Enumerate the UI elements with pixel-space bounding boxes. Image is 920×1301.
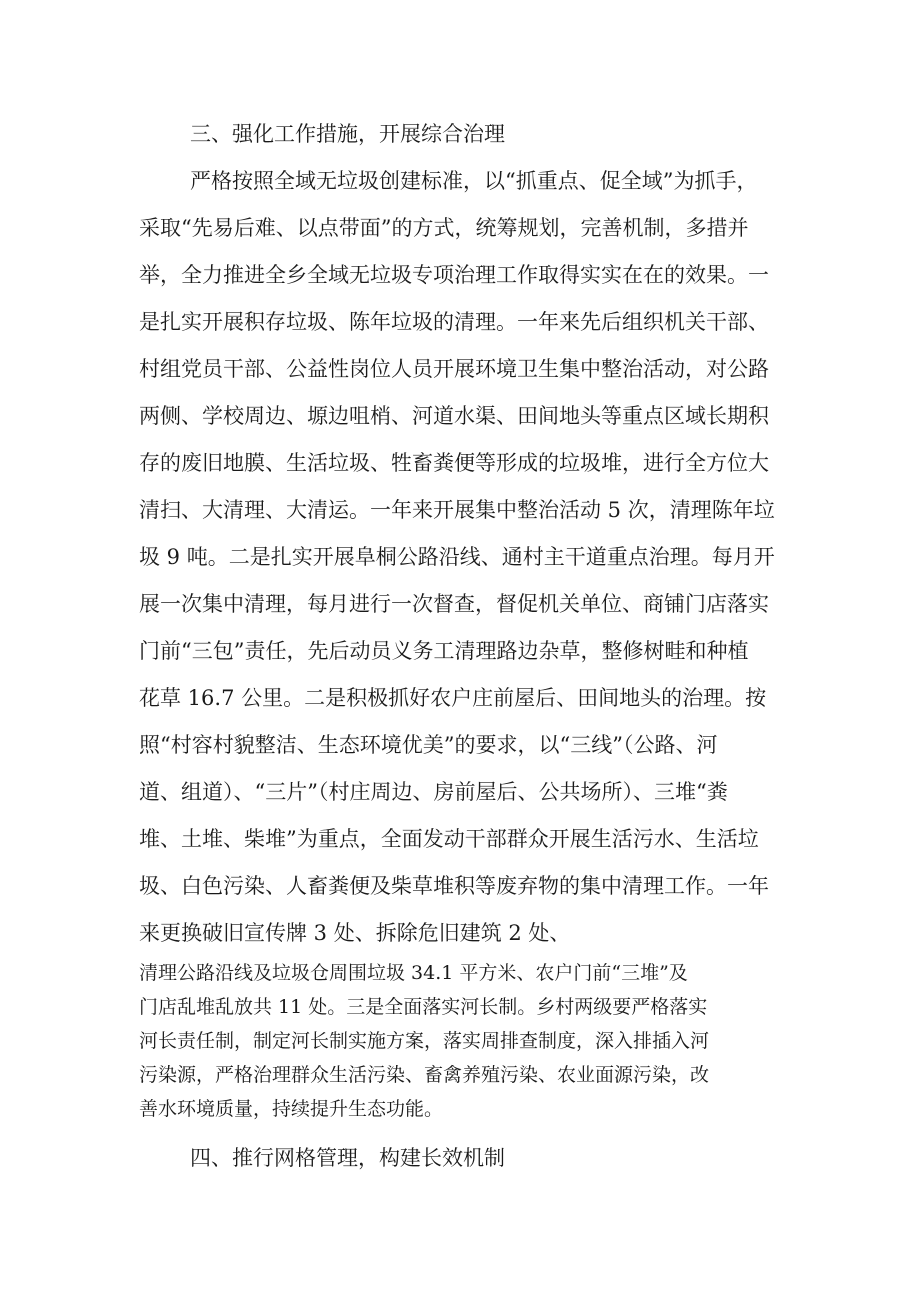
paragraph-line: 村组党员干部、公益性岗位人员开展环境卫生集中整治活动，对公路	[139, 357, 769, 381]
paragraph-line: 清扫、大清理、大清运。一年来开展集中整治活动 5 次，清理陈年垃	[139, 498, 775, 522]
paragraph-line: 严格按照全域无垃圾创建标准，以“抓重点、促全域”为抓手，	[190, 169, 758, 193]
section-heading-four: 四、推行网格管理，构建长效机制	[190, 1146, 505, 1170]
paragraph-line: 圾、白色污染、人畜粪便及柴草堆积等废弃物的集中清理工作。一年	[139, 874, 769, 898]
paragraph-line: 花草 16.7 公里。二是积极抓好农户庄前屋后、田间地头的治理。按	[139, 686, 767, 710]
paragraph-line: 门前“三包”责任，先后动员义务工清理路边杂草，整修树畦和种植	[139, 639, 749, 663]
paragraph-line: 门店乱堆乱放共 11 处。三是全面落实河长制。乡村两级要严格落实	[139, 996, 708, 1018]
paragraph-line: 圾 9 吨。二是扎实开展阜桐公路沿线、通村主干道重点治理。每月开	[139, 545, 775, 569]
paragraph-line: 清理公路沿线及垃圾仓周围垃圾 34.1 平方米、农户门前“三堆”及	[139, 962, 688, 984]
paragraph-line: 两侧、学校周边、塬边咀梢、河道水渠、田间地头等重点区域长期积	[139, 404, 769, 428]
paragraph-line: 展一次集中清理，每月进行一次督查，督促机关单位、商铺门店落实	[139, 592, 769, 616]
paragraph-line: 是扎实开展积存垃圾、陈年垃圾的清理。一年来先后组织机关干部、	[139, 310, 769, 334]
paragraph-line: 来更换破旧宣传牌 3 处、拆除危旧建筑 2 处、	[139, 921, 571, 945]
paragraph-line: 河长责任制，制定河长制实施方案，落实周排查制度，深入排插入河	[139, 1030, 710, 1052]
paragraph-line: 道、组道）、“三片”（村庄周边、房前屋后、公共场所）、三堆“粪	[139, 780, 728, 804]
paragraph-line: 举，全力推进全乡全域无垃圾专项治理工作取得实实在在的效果。一	[139, 263, 769, 287]
paragraph-line: 堆、土堆、柴堆”为重点，全面发动干部群众开展生活污水、生活垃	[139, 827, 759, 851]
paragraph-line: 善水环境质量，持续提升生态功能。	[139, 1098, 444, 1120]
paragraph-line: 采取“先易后难、以点带面”的方式，统筹规划，完善机制，多措并	[139, 216, 749, 240]
section-heading-three: 三、强化工作措施，开展综合治理	[190, 122, 505, 146]
paragraph-line: 存的废旧地膜、生活垃圾、牲畜粪便等形成的垃圾堆，进行全方位大	[139, 451, 769, 475]
paragraph-line: 污染源，严格治理群众生活污染、畜禽养殖污染、农业面源污染，改	[139, 1064, 710, 1086]
paragraph-line: 照“村容村貌整洁、生态环境优美”的要求，以“三线”（公路、河	[139, 733, 718, 757]
